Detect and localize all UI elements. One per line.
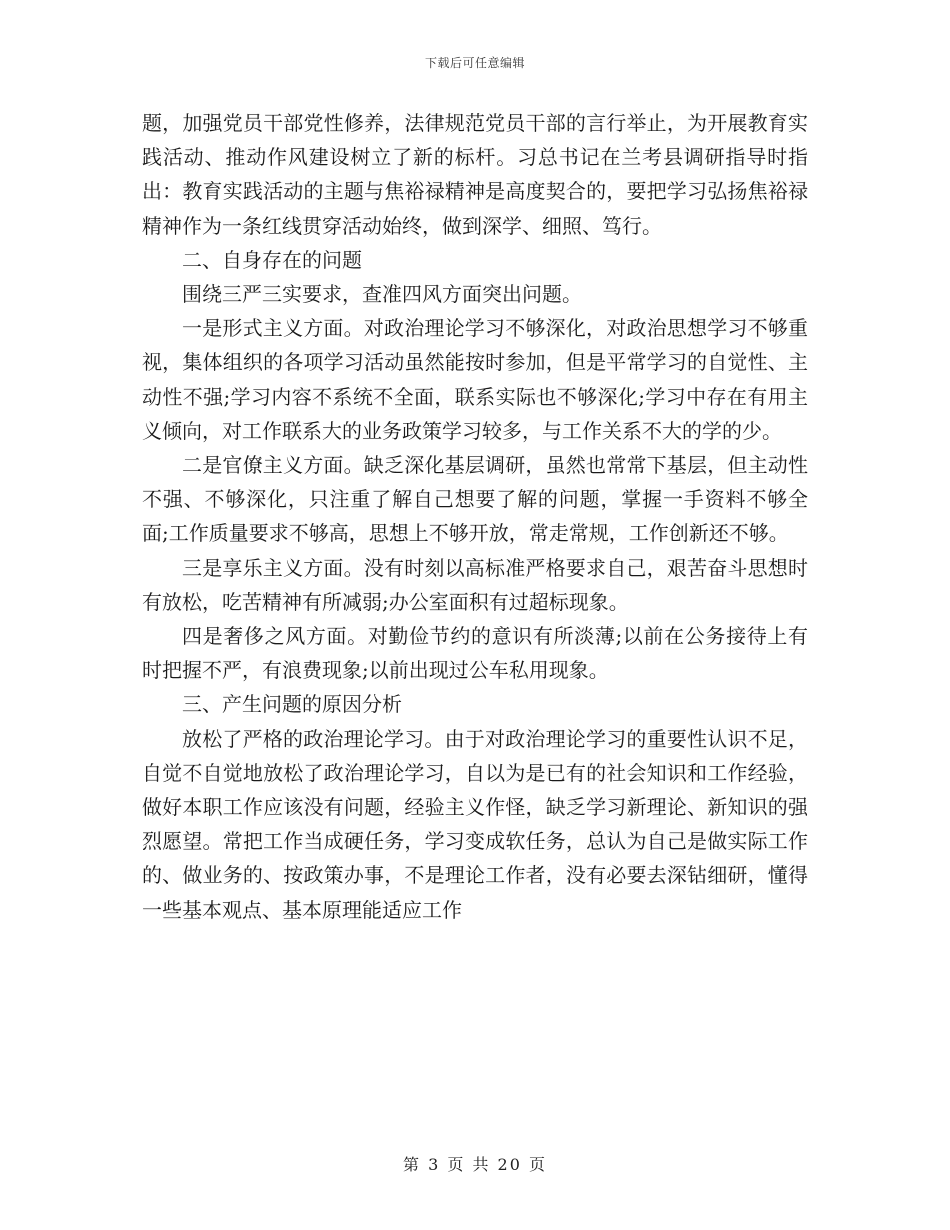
paragraph-4: 一是形式主义方面。对政治理论学习不够深化，对政治思想学习不够重视，集体组织的各项学习活动虽然能按时参加，但是平常学习的自觉性、主动性不强;学习内容不系统不全面，联系实际也不够深化;学习中存在有用主义倾向，对工作联系大的业务政策学习较多，与工作关系不大的学的少。	[142, 316, 808, 443]
page-footer	[0, 1152, 950, 1175]
footer-middle: 页 共	[447, 1155, 491, 1174]
section-heading-2: 二、自身存在的问题	[182, 247, 362, 272]
footer-prefix: 第	[402, 1155, 421, 1174]
paragraph-1: 题，加强党员干部党性修养，法律规范党员干部的言行举止，为开展教育实践活动、推动作风建设树立了新的标杆。习总书记在兰考县调研指导时指出：教育实践活动的主题与焦裕禄精神是高度契合的，要把学习弘扬焦裕禄精神作为一条红线贯穿活动始终，做到深学、细照、笃行。	[142, 111, 808, 238]
footer-suffix: 页	[529, 1155, 548, 1174]
footer-total-pages: 20	[497, 1155, 522, 1174]
paragraph-9: 放松了严格的政治理论学习。由于对政治理论学习的重要性认识不足，自觉不自觉地放松了政治理论学习，自以为是已有的社会知识和工作经验，做好本职工作应该没有问题，经验主义作怪，缺乏学习新理论、新知识的强烈愿望。常把工作当成硬任务，学习变成软任务，总认为自己是做实际工作的、做业务的、按政策办事，不是理论工作者，没有必要去深钻细研，懂得一些基本观点、基本原理能适应工作	[142, 726, 808, 922]
footer-current-page: 3	[428, 1155, 441, 1174]
page-header: 下载后可任意编辑	[424, 56, 525, 70]
paragraph-6: 三是享乐主义方面。没有时刻以高标准严格要求自己，艰苦奋斗思想时有放松，吃苦精神有所减弱;办公室面积有过超标现象。	[142, 555, 808, 614]
document-body	[142, 106, 808, 927]
paragraph-5: 二是官僚主义方面。缺乏深化基层调研，虽然也常常下基层，但主动性不强、不够深化，只注重了解自己想要了解的问题，掌握一手资料不够全面;工作质量要求不够高，思想上不够开放，常走常规，工作创新还不够。	[142, 453, 808, 546]
paragraph-3: 围绕三严三实要求，查准四风方面突出问题。	[182, 282, 582, 307]
section-heading-3: 三、产生问题的原因分析	[182, 692, 402, 717]
paragraph-7: 四是奢侈之风方面。对勤俭节约的意识有所淡薄;以前在公务接待上有时把握不严，有浪费现象;以前出现过公车私用现象。	[142, 624, 808, 683]
